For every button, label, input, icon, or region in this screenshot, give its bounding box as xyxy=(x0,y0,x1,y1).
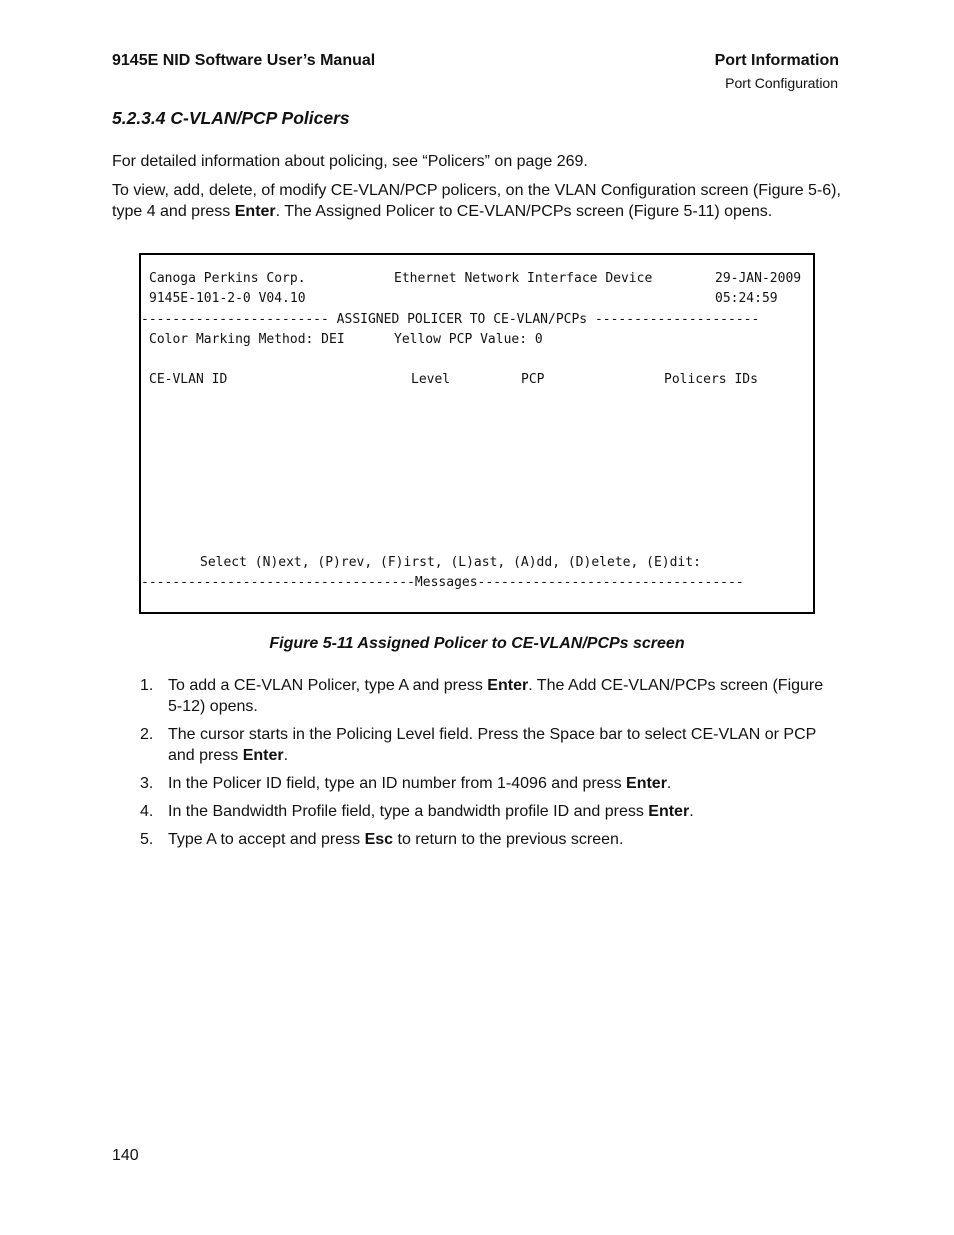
intro-text: To view, add, delete, of modify CE-VLAN/PCP policers, on the VLAN Configuration screen (Figure 5-6), type 4 and press xyxy=(112,182,841,220)
step-text: Type A to accept and press xyxy=(168,831,365,848)
step-number: 3. xyxy=(140,775,154,792)
section-heading: 5.2.3.4 C-VLAN/PCP Policers xyxy=(112,108,350,128)
manual-title: 9145E NID Software User’s Manual xyxy=(112,52,376,69)
yellow-pcp-value: Yellow PCP Value: 0 xyxy=(394,332,543,347)
step-number: 5. xyxy=(140,831,154,848)
list-item xyxy=(140,801,840,822)
color-marking-method: Color Marking Method: DEI xyxy=(149,332,345,347)
column-policers-ids: Policers IDs xyxy=(664,372,758,387)
terminal-company: Canoga Perkins Corp. xyxy=(149,271,306,286)
step-text: The cursor starts in the Policing Level field. Press the Space bar to select CE-VLAN or PCP and press xyxy=(168,726,816,764)
intro-paragraph-2 xyxy=(112,180,847,222)
key-label: Enter xyxy=(648,803,690,820)
intro-paragraph-1: For detailed information about policing, see “Policers” on page 269. xyxy=(112,153,588,170)
terminal-time: 05:24:59 xyxy=(715,291,778,306)
chapter-title: Port Information xyxy=(714,52,839,69)
terminal-screen xyxy=(139,253,815,614)
list-item xyxy=(140,829,840,850)
key-label: Enter xyxy=(626,775,667,792)
list-item xyxy=(140,675,840,717)
section-subtitle: Port Configuration xyxy=(725,75,838,91)
step-text-end: . xyxy=(666,775,672,792)
terminal-banner: ------------------------ ASSIGNED POLICER TO CE-VLAN/PCPs --------------------- xyxy=(141,312,760,327)
key-label: Esc xyxy=(364,831,394,848)
step-text: In the Policer ID field, type an ID number from 1-4096 and press xyxy=(168,775,627,792)
terminal-device: Ethernet Network Interface Device xyxy=(394,271,653,286)
step-text-end: . xyxy=(689,803,694,820)
messages-divider: -----------------------------------Messages---------------------------------- xyxy=(141,575,744,590)
column-pcp: PCP xyxy=(521,372,545,387)
step-text: In the Bandwidth Profile field, type a bandwidth profile ID and press xyxy=(168,803,649,820)
step-text-end: . The Add CE-VLAN/PCPs screen (Figure 5-12) opens. xyxy=(168,677,824,715)
procedure-steps xyxy=(140,675,840,857)
step-text-end: . xyxy=(283,747,289,764)
column-cevlan-id: CE-VLAN ID xyxy=(149,372,228,387)
terminal-model: 9145E-101-2-0 V04.10 xyxy=(149,291,306,306)
step-text: To add a CE-VLAN Policer, type A and press xyxy=(168,677,488,694)
figure-caption: Figure 5-11 Assigned Policer to CE-VLAN/PCPs screen xyxy=(269,635,685,652)
intro-text-end: . The Assigned Policer to CE-VLAN/PCPs screen (Figure 5-11) opens. xyxy=(275,203,773,220)
key-label: Enter xyxy=(487,677,529,694)
step-text-end: to return to the previous screen. xyxy=(393,831,624,848)
select-command-prompt[interactable]: Select (N)ext, (P)rev, (F)irst, (L)ast, (A)dd, (D)elete, (E)dit: xyxy=(200,555,701,570)
page-number: 140 xyxy=(112,1147,139,1164)
enter-key-label: Enter xyxy=(234,203,276,220)
list-item xyxy=(140,724,840,766)
step-number: 1. xyxy=(140,677,154,694)
step-number: 4. xyxy=(140,803,154,820)
terminal-date: 29-JAN-2009 xyxy=(715,271,802,286)
key-label: Enter xyxy=(242,747,284,764)
list-item xyxy=(140,773,840,794)
column-level: Level xyxy=(411,372,451,387)
step-number: 2. xyxy=(140,726,154,743)
